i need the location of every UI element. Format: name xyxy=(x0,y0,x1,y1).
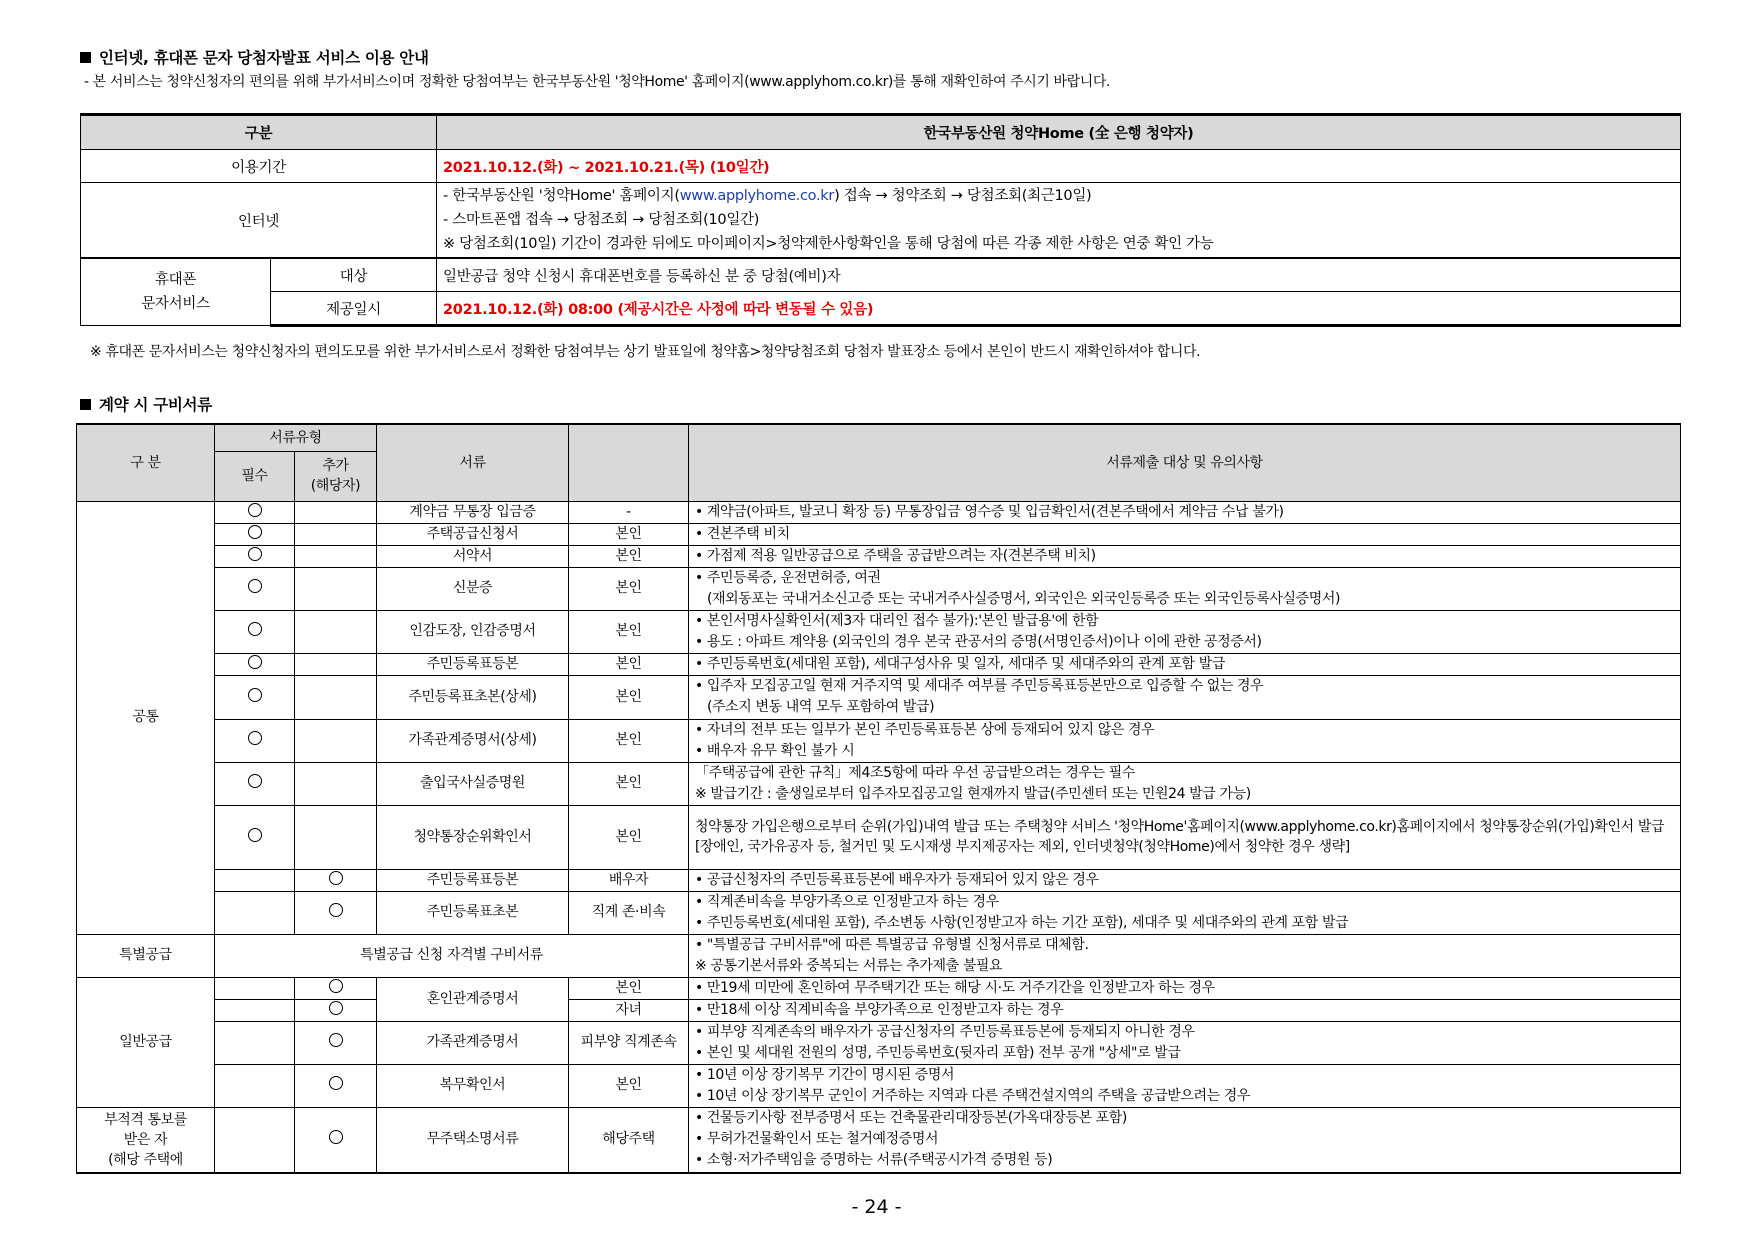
square-bullet-icon xyxy=(80,52,91,63)
document-name: 인감도장, 인감증명서 xyxy=(377,610,569,653)
additional-mark xyxy=(295,999,377,1021)
circle-icon xyxy=(248,731,262,745)
group-common: 공통 xyxy=(77,501,215,934)
document-notes: • 자녀의 전부 또는 일부가 본인 주민등록표등본 상에 등재되어 있지 않은 경우 • 배우자 유무 확인 불가 시 xyxy=(689,719,1681,762)
document-notes: • 계약금(아파트, 발코니 확장 등) 무통장입금 영수증 및 입금확인서(견본주택에서 계약금 수납 불가) xyxy=(689,501,1681,523)
document-notes: • 건물등기사항 전부증명서 또는 건축물관리대장등본(가옥대장등본 포함) • 무허가건물확인서 또는 철거예정증명서 • 소형·저가주택임을 증명하는 서류(주택공시가격 증명원 등) xyxy=(689,1107,1681,1173)
document-name: 혼인관계증명서 xyxy=(377,977,569,1021)
page-number: - 24 - xyxy=(851,1196,902,1218)
required-mark xyxy=(215,675,295,719)
circle-icon xyxy=(329,871,343,885)
header-document: 서류 xyxy=(377,424,569,501)
document-notes: • 만18세 이상 직계비속을 부양가족으로 인정받고자 하는 경우 xyxy=(689,999,1681,1021)
additional-mark xyxy=(295,719,377,762)
required-mark xyxy=(215,501,295,523)
document-notes: 청약통장 가입은행으로부터 순위(가입)내역 발급 또는 주택청약 서비스 '청약Home'홈페이지(www.applyhome.co.kr)홈페이지에서 청약통장순위(가입)확인서 발급[장애인, 국가유공자 등, 철거민 및 도시재생 부지제공자는 제외, 인터넷청약(청약Home)에서 청약한 경우 생략] xyxy=(689,805,1681,869)
header-applyhome: 한국부동산원 청약Home (全 은행 청약자) xyxy=(437,115,1681,150)
header-category: 구 분 xyxy=(77,424,215,501)
document-target: 본인 xyxy=(569,567,689,610)
document-notes: • "특별공급 구비서류"에 따른 특별공급 유형별 신청서류로 대체함. ※ 공통기본서류와 중복되는 서류는 추가제출 불필요 xyxy=(689,934,1681,977)
document-notes: • 주민등록번호(세대원 포함), 세대구성사유 및 일자, 세대주 및 세대주와의 관계 포함 발급 xyxy=(689,653,1681,675)
section1-intro: - 본 서비스는 청약신청자의 편의를 위해 부가서비스이며 정확한 당첨여부는 한국부동산원 '청약Home' 홈페이지(www.applyhom.co.kr)를 통해 재확인하여 주시기 바랍니다. xyxy=(84,74,1111,90)
document-target: 본인 xyxy=(569,1064,689,1107)
target-label: 대상 xyxy=(271,258,437,292)
circle-icon xyxy=(248,547,262,561)
required-mark xyxy=(215,719,295,762)
circle-icon xyxy=(329,1076,343,1090)
document-notes: • 직계존비속을 부양가족으로 인정받고자 하는 경우 • 주민등록번호(세대원 포함), 주소변동 사항(인정받고자 하는 기간 포함), 세대주 및 세대주와의 관계 포함 발급 xyxy=(689,891,1681,934)
square-bullet-icon xyxy=(80,399,91,410)
period-label: 이용기간 xyxy=(81,150,437,183)
header-target xyxy=(569,424,689,501)
document-name: 무주택소명서류 xyxy=(377,1107,569,1173)
required-mark xyxy=(215,999,295,1021)
document-name: 계약금 무통장 입금증 xyxy=(377,501,569,523)
circle-icon xyxy=(248,655,262,669)
additional-mark xyxy=(295,501,377,523)
header-doc-type: 서류유형 xyxy=(215,424,377,451)
additional-mark xyxy=(295,869,377,891)
document-name: 가족관계증명서 xyxy=(377,1021,569,1064)
circle-icon xyxy=(329,903,343,917)
document-name: 주민등록표초본 xyxy=(377,891,569,934)
internet-line-3: ※ 당첨조회(10일) 기간이 경과한 뒤에도 마이페이지>청약제한사항확인을 통해 당첨에 따른 각종 제한 사항은 연중 확인 가능 xyxy=(443,236,1214,252)
additional-mark xyxy=(295,610,377,653)
circle-icon xyxy=(248,579,262,593)
required-mark xyxy=(215,1064,295,1107)
header-category: 구분 xyxy=(81,115,437,150)
additional-mark xyxy=(295,545,377,567)
document-target: 본인 xyxy=(569,762,689,805)
sms-service-table xyxy=(80,113,1681,327)
additional-mark xyxy=(295,891,377,934)
document-target: 해당주택 xyxy=(569,1107,689,1173)
additional-mark xyxy=(295,675,377,719)
additional-mark xyxy=(295,653,377,675)
circle-icon xyxy=(248,688,262,702)
provide-value: 2021.10.12.(화) 08:00 (제공시간은 사정에 따라 변동될 수 있음) xyxy=(437,292,1681,326)
document-target: 본인 xyxy=(569,653,689,675)
internet-info xyxy=(437,183,1681,259)
required-mark xyxy=(215,545,295,567)
document-notes: • 입주자 모집공고일 현재 거주지역 및 세대주 여부를 주민등록표등본만으로 입증할 수 없는 경우 (주소지 변동 내역 모두 포함하여 발급) xyxy=(689,675,1681,719)
document-name: 주택공급신청서 xyxy=(377,523,569,545)
document-notes: • 공급신청자의 주민등록표등본에 배우자가 등재되어 있지 않은 경우 xyxy=(689,869,1681,891)
document-target: 본인 xyxy=(569,719,689,762)
required-mark xyxy=(215,523,295,545)
document-notes: • 가점제 적용 일반공급으로 주택을 공급받으려는 자(견본주택 비치) xyxy=(689,545,1681,567)
section-title-contract-docs: 계약 시 구비서류 xyxy=(80,393,212,415)
header-required: 필수 xyxy=(215,451,295,501)
sms-label: 휴대폰 문자서비스 xyxy=(81,258,271,326)
document-notes: 「주택공급에 관한 규칙」제4조5항에 따라 우선 공급받으려는 경우는 필수 ※ 발급기간 : 출생일로부터 입주자모집공고일 현재까지 발급(주민센터 또는 민원24 발급 가능) xyxy=(689,762,1681,805)
group-special: 특별공급 xyxy=(77,934,215,977)
section1-footnote: ※ 휴대폰 문자서비스는 청약신청자의 편의도모를 위한 부가서비스로서 정확한 당첨여부는 상기 발표일에 청약홈>청약당첨조회 당첨자 발표장소 등에서 본인이 반드시 재확인하셔야 합니다. xyxy=(90,344,1201,360)
additional-mark xyxy=(295,977,377,999)
applyhome-link[interactable]: www.applyhome.co.kr xyxy=(679,188,835,204)
document-name: 특별공급 신청 자격별 구비서류 xyxy=(215,934,689,977)
circle-icon xyxy=(248,525,262,539)
required-mark xyxy=(215,977,295,999)
required-mark xyxy=(215,1107,295,1173)
document-target: 직계 존·비속 xyxy=(569,891,689,934)
section-title-sms-service: 인터넷, 휴대폰 문자 당첨자발표 서비스 이용 안내 xyxy=(80,46,429,68)
document-name: 주민등록표초본(상세) xyxy=(377,675,569,719)
group-general: 일반공급 xyxy=(77,977,215,1107)
contract-docs-table xyxy=(76,423,1681,1174)
document-name: 가족관계증명서(상세) xyxy=(377,719,569,762)
required-mark xyxy=(215,567,295,610)
circle-icon xyxy=(329,1130,343,1144)
document-notes: • 주민등록증, 운전면허증, 여권 (재외동포는 국내거소신고증 또는 국내거주사실증명서, 외국인은 외국인등록증 또는 외국인등록사실증명서) xyxy=(689,567,1681,610)
document-name: 복무확인서 xyxy=(377,1064,569,1107)
document-target: 자녀 xyxy=(569,999,689,1021)
document-target: 본인 xyxy=(569,545,689,567)
document-target: 본인 xyxy=(569,805,689,869)
document-target: 피부양 직계존속 xyxy=(569,1021,689,1064)
header-notes: 서류제출 대상 및 유의사항 xyxy=(689,424,1681,501)
period-value: 2021.10.12.(화) ~ 2021.10.21.(목) (10일간) xyxy=(437,150,1681,183)
circle-icon xyxy=(248,828,262,842)
required-mark xyxy=(215,805,295,869)
required-mark xyxy=(215,891,295,934)
circle-icon xyxy=(329,979,343,993)
additional-mark xyxy=(295,567,377,610)
document-name: 주민등록표등본 xyxy=(377,653,569,675)
document-name: 출입국사실증명원 xyxy=(377,762,569,805)
additional-mark xyxy=(295,1064,377,1107)
provide-label: 제공일시 xyxy=(271,292,437,326)
document-notes: • 10년 이상 장기복무 기간이 명시된 증명서 • 10년 이상 장기복무 군인이 거주하는 지역과 다른 주택건설지역의 주택을 공급받으려는 경우 xyxy=(689,1064,1681,1107)
document-target: 본인 xyxy=(569,675,689,719)
circle-icon xyxy=(329,1001,343,1015)
document-target: - xyxy=(569,501,689,523)
document-notes: • 본인서명사실확인서(제3자 대리인 접수 불가):'본인 발급용'에 한함 • 용도 : 아파트 계약용 (외국인의 경우 본국 관공서의 증명(서명인증서)이나 이에 관한 공정증서) xyxy=(689,610,1681,653)
document-notes: • 만19세 미만에 혼인하여 무주택기간 또는 해당 시·도 거주기간을 인정받고자 하는 경우 xyxy=(689,977,1681,999)
additional-mark xyxy=(295,1107,377,1173)
circle-icon xyxy=(329,1033,343,1047)
internet-line-2: - 스마트폰앱 접속 → 당첨조회 → 당첨조회(10일간) xyxy=(443,212,760,228)
document-name: 주민등록표등본 xyxy=(377,869,569,891)
additional-mark xyxy=(295,1021,377,1064)
document-name: 신분증 xyxy=(377,567,569,610)
circle-icon xyxy=(248,503,262,517)
document-target: 본인 xyxy=(569,610,689,653)
required-mark xyxy=(215,762,295,805)
document-target: 본인 xyxy=(569,523,689,545)
additional-mark xyxy=(295,523,377,545)
document-target: 배우자 xyxy=(569,869,689,891)
document-target: 본인 xyxy=(569,977,689,999)
circle-icon xyxy=(248,622,262,636)
additional-mark xyxy=(295,805,377,869)
document-name: 청약통장순위확인서 xyxy=(377,805,569,869)
internet-line-1: - 한국부동산원 '청약Home' 홈페이지(www.applyhome.co.kr) 접속 → 청약조회 → 당첨조회(최근10일) xyxy=(443,188,1092,204)
document-notes: • 견본주택 비치 xyxy=(689,523,1681,545)
required-mark xyxy=(215,1021,295,1064)
document-name: 서약서 xyxy=(377,545,569,567)
additional-mark xyxy=(295,762,377,805)
circle-icon xyxy=(248,774,262,788)
document-notes: • 피부양 직계존속의 배우자가 공급신청자의 주민등록표등본에 등재되지 아니한 경우 • 본인 및 세대원 전원의 성명, 주민등록번호(뒷자리 포함) 전부 공개 "상세"로 발급 xyxy=(689,1021,1681,1064)
target-value: 일반공급 청약 신청시 휴대폰번호를 등록하신 분 중 당첨(예비)자 xyxy=(437,258,1681,292)
internet-label: 인터넷 xyxy=(81,183,437,259)
required-mark xyxy=(215,610,295,653)
header-additional: 추가 (해당자) xyxy=(295,451,377,501)
group-ineligible: 부적격 통보를 받은 자 (해당 주택에 xyxy=(77,1107,215,1173)
required-mark xyxy=(215,869,295,891)
required-mark xyxy=(215,653,295,675)
